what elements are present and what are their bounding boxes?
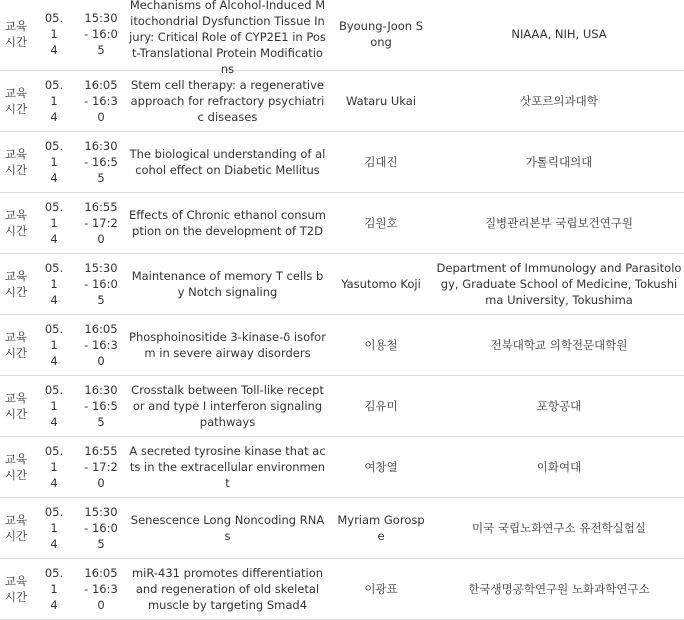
session-date: 05.1 4 <box>44 322 64 368</box>
session-title: Maintenance of memory T cells by Notch signaling <box>131 269 324 299</box>
session-time: 16:30 - 16:5 5 <box>84 383 118 429</box>
session-title: Effects of Chronic ethanol consumption on the development of T2D <box>129 208 326 238</box>
speaker-name: 이용철 <box>364 338 398 352</box>
session-date: 05.1 4 <box>44 505 64 551</box>
speaker-affiliation: 포항공대 <box>536 399 582 413</box>
speaker-name: Byoung-Joon Song <box>338 18 424 49</box>
speaker-name: Yasutomo Koji <box>341 277 421 291</box>
speaker-name: 김원호 <box>364 216 398 230</box>
session-date: 05.1 4 <box>44 444 64 490</box>
speaker-name: Wataru Ukai <box>345 94 417 108</box>
speaker-affiliation: 한국생명공학연구원 노화과학연구소 <box>468 582 650 596</box>
session-type: 교육 시간 <box>4 208 28 238</box>
session-type: 교육 시간 <box>4 452 28 482</box>
table-row <box>0 132 684 193</box>
speaker-name: 김유미 <box>364 399 398 413</box>
session-type: 교육 시간 <box>4 147 28 177</box>
speaker-name: 이광표 <box>364 582 398 596</box>
session-title: Crosstalk between Toll-like receptor and type I interferon signaling pathways <box>131 383 324 429</box>
speaker-affiliation: 가톨릭대의대 <box>525 155 593 169</box>
speaker-name: Myriam Gorospe <box>337 513 425 543</box>
session-title: The biological understanding of alcohol effect on Diabetic Mellitus <box>129 147 326 177</box>
speaker-affiliation: 삿포르의과대학 <box>520 94 598 108</box>
speaker-affiliation: 질병관리본부 국립보건연구원 <box>484 216 634 230</box>
session-type: 교육 시간 <box>4 391 28 421</box>
session-date: 05.1 4 <box>44 383 64 429</box>
session-time: 16:05 - 16:3 0 <box>84 78 118 124</box>
session-title: Mechanisms of Alcohol-Induced M itochondrial Dysfunction Tissue Injury: Critical Role of CYP2E1 in Post-Translational Protein Modifications <box>129 0 326 76</box>
session-date: 05.1 4 <box>44 566 64 612</box>
session-time: 15:30 - 16:0 5 <box>84 10 118 57</box>
speaker-name: 김대진 <box>364 155 398 169</box>
session-date: 05.1 4 <box>44 200 64 246</box>
session-time: 16:05 - 16:3 0 <box>84 566 118 612</box>
session-date: 05.1 4 <box>44 10 64 57</box>
session-type: 교육 시간 <box>4 18 28 49</box>
table-row <box>0 559 684 620</box>
session-time: 15:30 - 16:0 5 <box>84 505 118 551</box>
session-time: 16:55 - 17:2 0 <box>84 200 118 246</box>
session-time: 16:30 - 16:5 5 <box>84 139 118 185</box>
speaker-affiliation: 전북대학교 의학전문대학원 <box>490 338 628 352</box>
table-row <box>0 437 684 498</box>
session-time: 15:30 - 16:0 5 <box>84 261 118 307</box>
table-row <box>0 254 684 315</box>
session-type: 교육 시간 <box>4 269 28 299</box>
session-date: 05.1 4 <box>44 139 64 185</box>
session-date: 05.1 4 <box>44 78 64 124</box>
session-type: 교육 시간 <box>4 513 28 543</box>
session-type: 교육 시간 <box>4 86 28 116</box>
speaker-name: 여창열 <box>364 460 398 474</box>
table-row <box>0 315 684 376</box>
session-date: 05.1 4 <box>44 261 64 307</box>
speaker-affiliation: 미국 국립노화연구소 유전학실험실 <box>472 521 646 535</box>
speaker-affiliation: NIAAA, NIH, USA <box>511 26 607 41</box>
table-row <box>0 498 684 559</box>
session-title: Stem cell therapy: a regenerative approach for refractory psychiatric diseases <box>130 78 325 124</box>
session-type: 교육 시간 <box>4 574 28 604</box>
session-type: 교육 시간 <box>4 330 28 360</box>
session-title: A secreted tyrosine kinase that acts in the extracellular environment <box>129 444 326 490</box>
speaker-affiliation: Department of Immunology and Parasitology, Graduate School of Medicine, Tokushima University, Tokushima <box>436 261 682 307</box>
table-row <box>0 193 684 254</box>
session-title: Phosphoinositide 3-kinase-δ isoform in severe airway disorders <box>129 330 326 360</box>
speaker-affiliation: 이화여대 <box>536 460 582 474</box>
session-time: 16:05 - 16:3 0 <box>84 322 118 368</box>
session-title: Senescence Long Noncoding RNAs <box>130 513 325 543</box>
table-row <box>0 376 684 437</box>
session-title: miR-431 promotes differentiation and regeneration of old skeletal muscle by targeting Smad4 <box>131 566 324 612</box>
table-row <box>0 71 684 132</box>
table-row <box>0 0 684 76</box>
session-time: 16:55 - 17:2 0 <box>84 444 118 490</box>
